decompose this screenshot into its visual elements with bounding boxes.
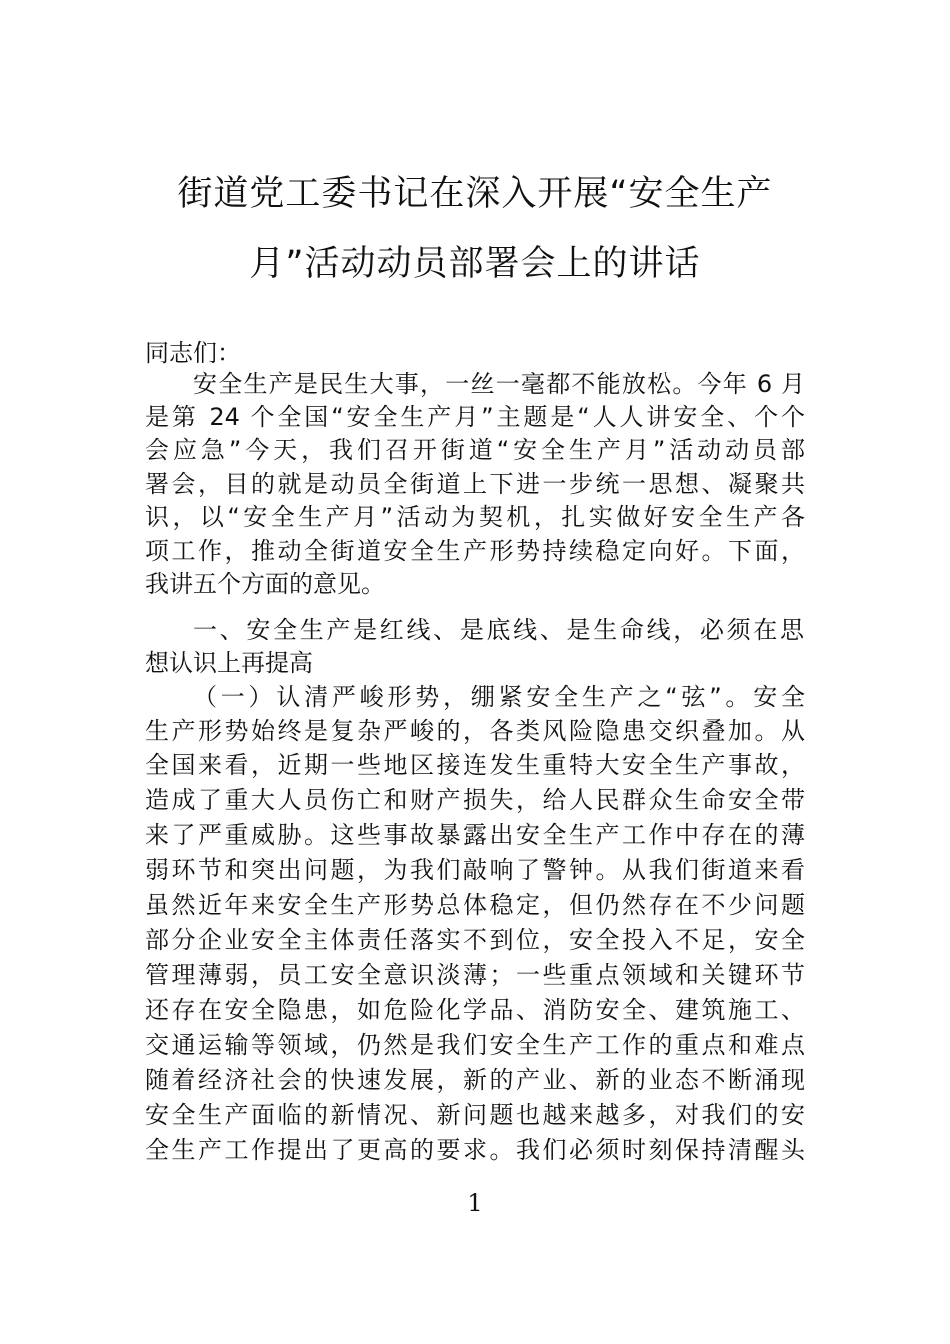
paragraph-line: 随着经济社会的快速发展，新的产业、新的业态不断涌现 [145, 1066, 805, 1094]
paragraph-line: 识，以“安全生产月”活动为契机，扎实做好安全生产各 [145, 503, 805, 531]
paragraph-line: 署会，目的就是动员全街道上下进一步统一思想、凝聚共 [145, 470, 805, 498]
paragraph-line: 还存在安全隐患，如危险化学品、消防安全、建筑施工、 [145, 996, 805, 1024]
salutation: 同志们： [145, 339, 241, 367]
paragraph-line: 管理薄弱，员工安全意识淡薄；一些重点领域和关键环节 [145, 961, 805, 989]
paragraph-line: 是第 24 个全国“安全生产月”主题是“人人讲安全、个个 [145, 403, 805, 431]
section-heading-continued: 想认识上再提高 [145, 649, 313, 677]
paragraph-line: 全生产工作提出了更高的要求。我们必须时刻保持清醒头 [145, 1136, 805, 1164]
paragraph-line: 虽然近年来安全生产形势总体稳定，但仍然存在不少问题 [145, 891, 805, 919]
subsection-heading-line: （一）认清严峻形势，绷紧安全生产之“弦”。安全 [193, 683, 805, 711]
paragraph-line: 全国来看，近期一些地区接连发生重特大安全生产事故， [145, 751, 805, 779]
document-title-line-2: 月”活动动员部署会上的讲话 [249, 244, 701, 284]
paragraph-line: 来了严重威胁。这些事故暴露出安全生产工作中存在的薄 [145, 821, 805, 849]
paragraph-line: 弱环节和突出问题，为我们敲响了警钟。从我们街道来看 [145, 856, 805, 884]
document-title-line-1: 街道党工委书记在深入开展“安全生产 [177, 174, 773, 214]
page-number: 1 [467, 1189, 483, 1217]
paragraph-line: 部分企业安全主体责任落实不到位，安全投入不足，安全 [145, 926, 805, 954]
paragraph-line: 生产形势始终是复杂严峻的，各类风险隐患交织叠加。从 [145, 717, 805, 745]
paragraph-line: 安全生产面临的新情况、新问题也越来越多，对我们的安 [145, 1101, 805, 1129]
paragraph-line: 交通运输等领域，仍然是我们安全生产工作的重点和难点 [145, 1031, 805, 1059]
paragraph-line: 造成了重大人员伤亡和财产损失，给人民群众生命安全带 [145, 786, 805, 814]
paragraph-line: 项工作，推动全街道安全生产形势持续稳定向好。下面， [145, 537, 805, 565]
paragraph-line: 我讲五个方面的意见。 [145, 570, 385, 598]
section-heading: 一、安全生产是红线、是底线、是生命线，必须在思 [193, 616, 805, 644]
paragraph-line: 会应急”今天，我们召开街道“安全生产月”活动动员部 [145, 436, 805, 464]
paragraph-line: 安全生产是民生大事，一丝一毫都不能放松。今年 6 月 [193, 370, 805, 398]
